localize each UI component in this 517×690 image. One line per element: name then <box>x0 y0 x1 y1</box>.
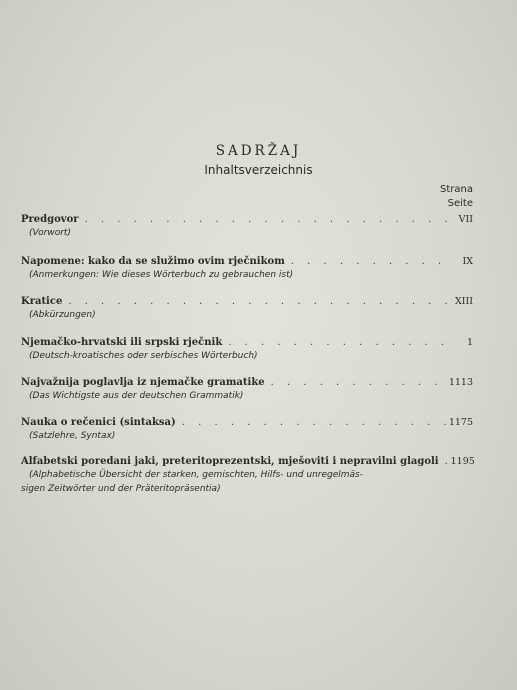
toc-entry-title: Alfabetski poredani jaki, preteritoprezentski, mješoviti i nepravilni glagoli <box>21 456 439 467</box>
page-subtitle: Inhaltsverzeichnis <box>204 163 313 177</box>
toc-entry-translation: (Das Wichtigste aus der deutschen Grammatik) <box>29 391 244 401</box>
toc-entry <box>21 296 473 321</box>
toc-entry <box>21 214 473 239</box>
toc-entry-page: VII <box>458 214 473 225</box>
toc-entry-translation: (Vorwort) <box>29 228 71 238</box>
toc-entry <box>21 456 473 495</box>
toc-entry <box>21 256 473 281</box>
toc-entry-title: Nauka o rečenici (sintaksa) <box>21 417 176 428</box>
toc-entry-title: Najvažnija poglavlja iz njemačke gramatike <box>21 377 265 388</box>
toc-entry <box>21 417 473 442</box>
toc-entry-page: 1113 <box>448 377 473 388</box>
toc-entry-translation: (Anmerkungen: Wie dieses Wörterbuch zu gebrauchen ist) <box>29 270 294 280</box>
toc-entry-translation: (Alphabetische Übersicht der starken, gemischten, Hilfs- und unregelmäs- <box>29 470 363 480</box>
toc-entry-translation: (Satzlehre, Syntax) <box>29 431 116 441</box>
toc-entry-title: Predgovor <box>21 214 79 225</box>
toc-entry-translation: (Deutsch-kroatisches oder serbisches Wörterbuch) <box>29 351 258 361</box>
toc-entry-translation: (Abkürzungen) <box>29 310 96 320</box>
toc-entry-translation-continued: sigen Zeitwörter und der Präteritopräsentia) <box>21 484 221 494</box>
toc-entry-title: Napomene: kako da se služimo ovim rječnikom <box>21 256 285 267</box>
page-title: SADRŽAJ <box>215 143 302 159</box>
toc-entry-page: 1195 <box>450 456 475 467</box>
dot-leader <box>62 296 449 307</box>
toc-entry-title: Kratice <box>21 296 63 307</box>
toc-entry <box>21 377 473 402</box>
dot-leader <box>439 456 451 467</box>
toc-entry-page: XIII <box>454 296 473 307</box>
dot-leader <box>285 256 449 267</box>
toc-entry-page: 1175 <box>448 417 473 428</box>
toc-entry-page: IX <box>462 256 473 267</box>
dot-leader <box>222 337 449 348</box>
page-column-label-german: Seite <box>447 198 473 209</box>
toc-entry-page: 1 <box>466 337 473 348</box>
toc-entry <box>21 337 473 362</box>
dot-leader <box>79 214 449 225</box>
page-column-label-croatian: Strana <box>440 184 473 195</box>
dot-leader <box>265 377 449 388</box>
toc-entry-title: Njemačko-hrvatski ili srpski rječnik <box>21 337 223 348</box>
dot-leader <box>176 417 449 428</box>
